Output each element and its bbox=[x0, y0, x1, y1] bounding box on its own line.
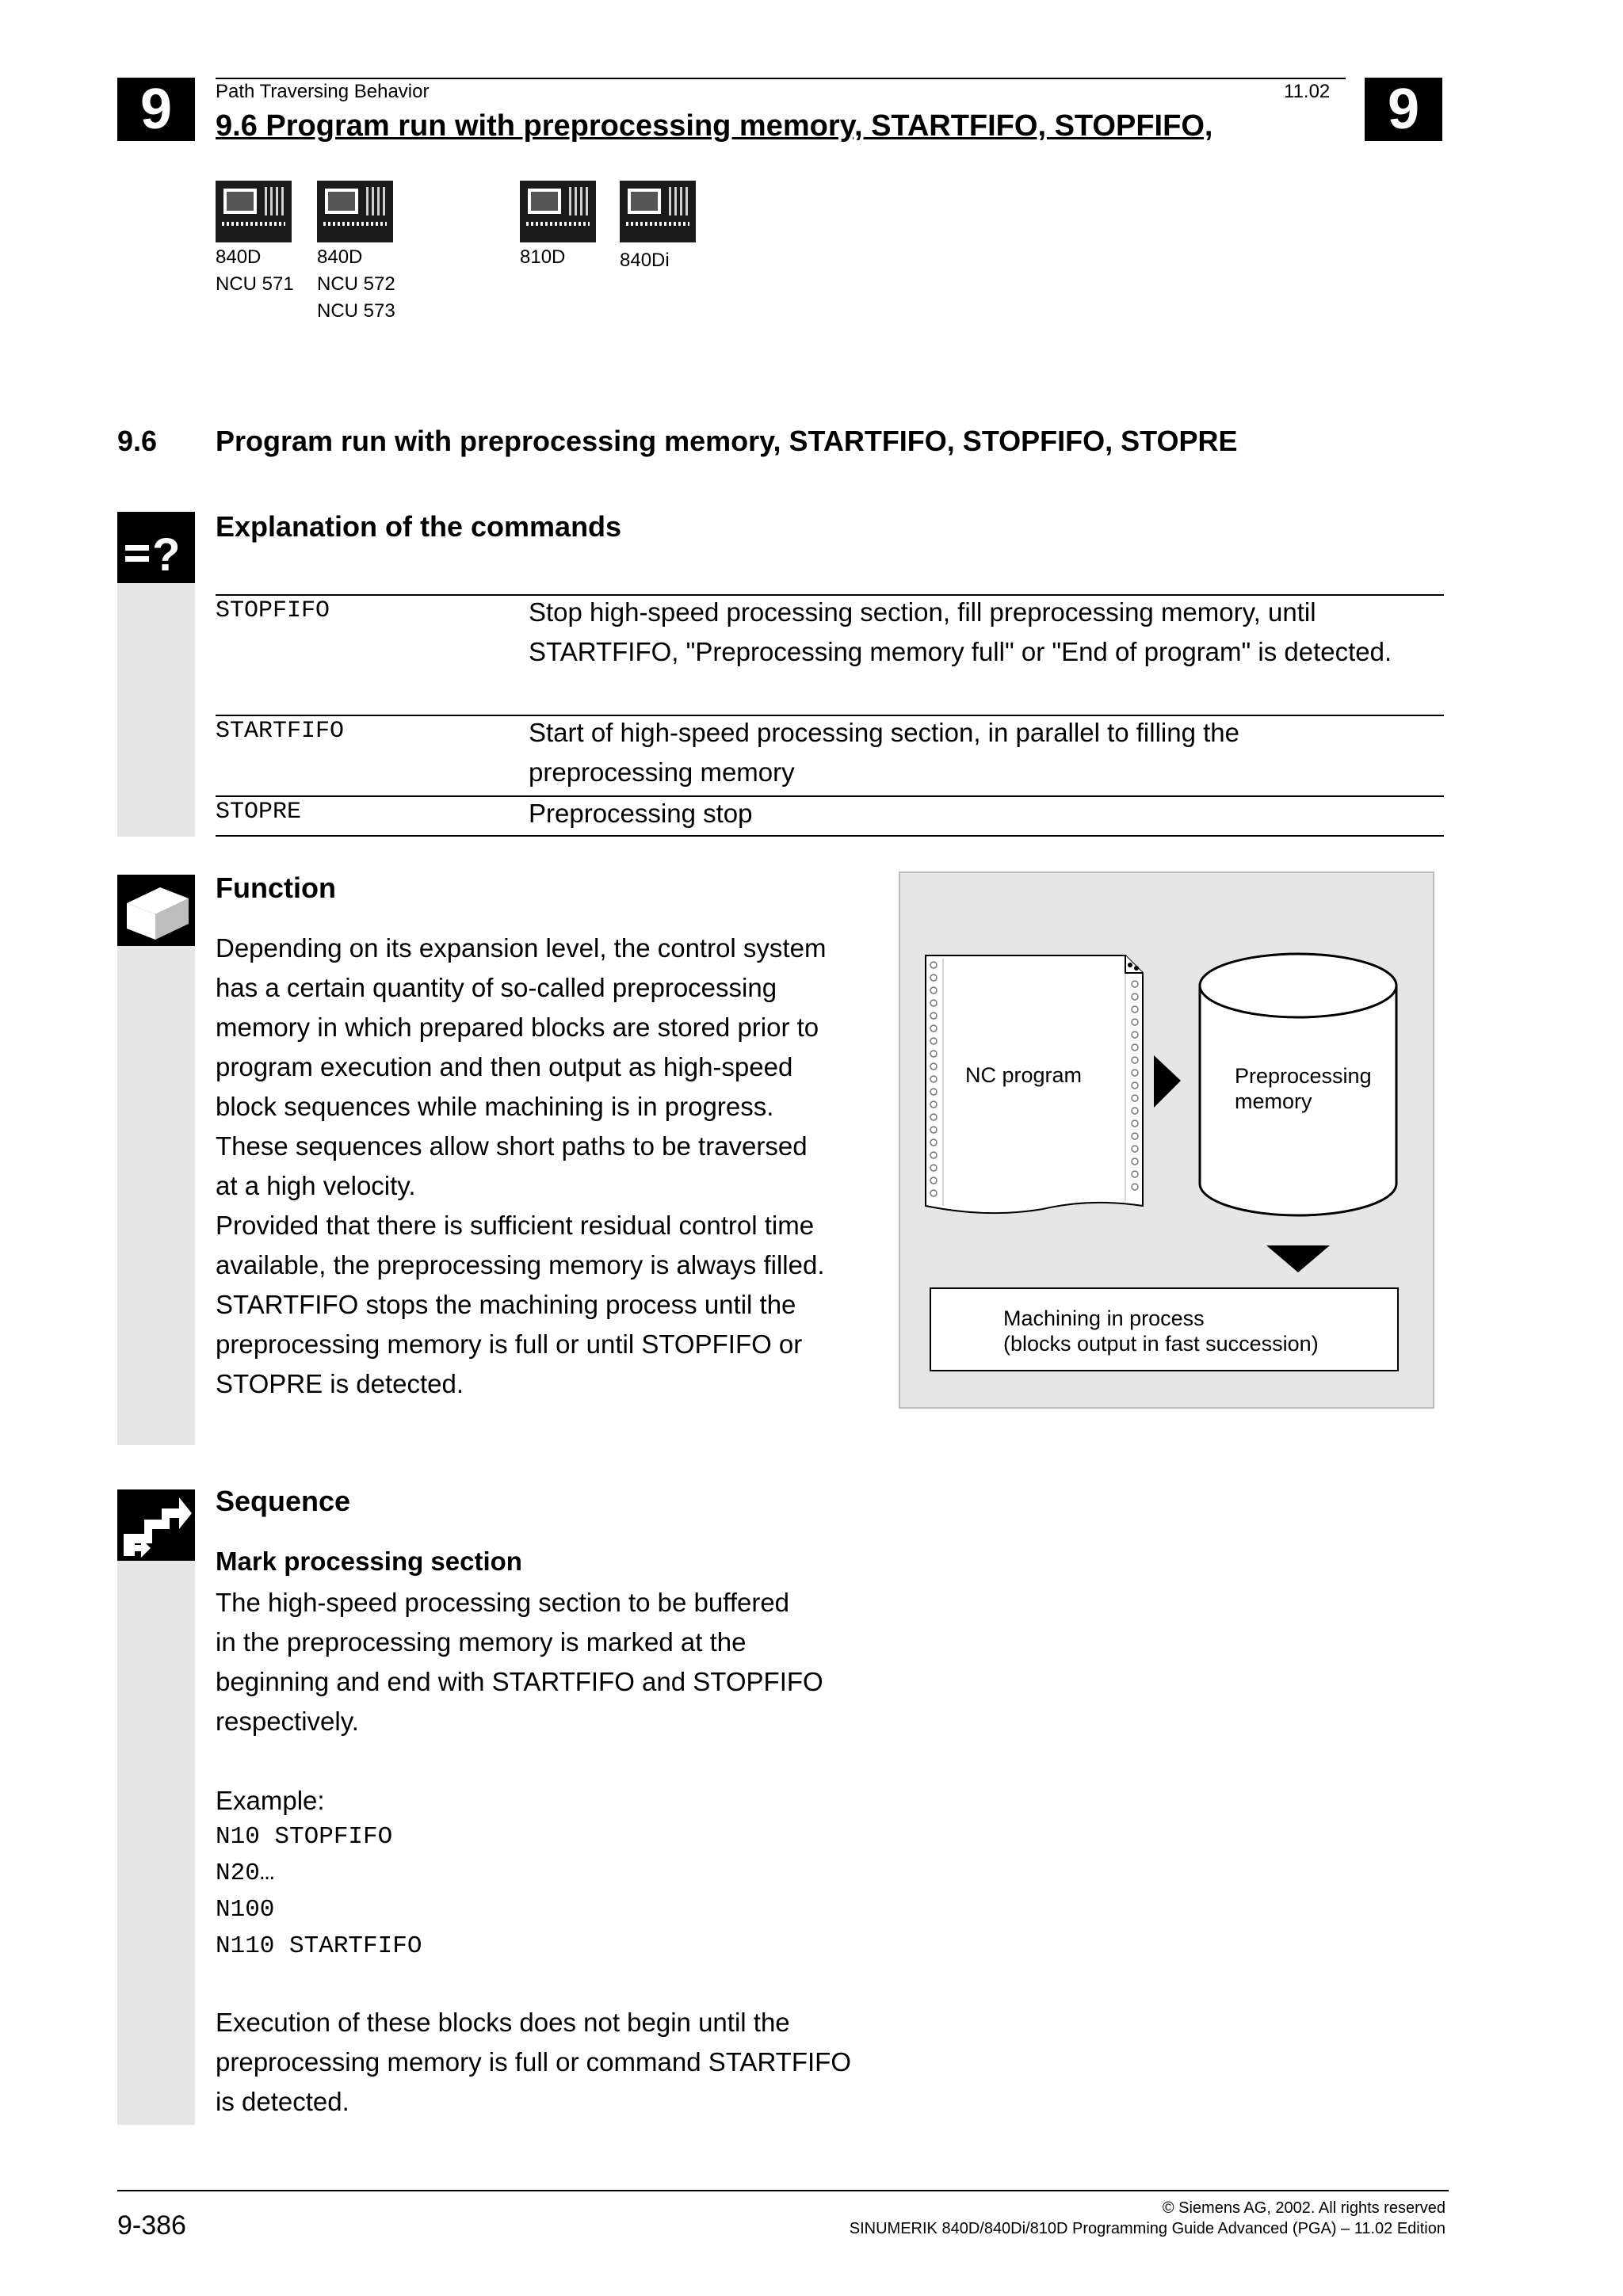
chapter-number-right: 9 bbox=[1365, 78, 1442, 141]
device-label-840d-ncu572: 840D NCU 572 NCU 573 bbox=[317, 246, 395, 322]
control-panel-icon bbox=[620, 181, 696, 242]
table-rule bbox=[216, 835, 1444, 837]
footer-edition: SINUMERIK 840D/840Di/810D Programming Guide Advanced (PGA) – 11.02 Edition bbox=[849, 2220, 1445, 2237]
section-title: Program run with preprocessing memory, STARTFIFO, STOPFIFO, STOPRE bbox=[216, 425, 1238, 457]
chapter-number-left: 9 bbox=[117, 78, 195, 141]
margin-bar-sequence bbox=[117, 1489, 195, 2125]
section-number: 9.6 bbox=[117, 425, 158, 457]
page-number: 9-386 bbox=[117, 2210, 186, 2241]
sequence-outro: Execution of these blocks does not begin until the preprocessing memory is full or command STARTFIFO is detected. bbox=[216, 2008, 851, 2116]
commands-heading: Explanation of the commands bbox=[216, 510, 622, 543]
preprocessing-memory-label: Preprocessing memory bbox=[1235, 1064, 1372, 1113]
sequence-subheading: Mark processing section bbox=[216, 1547, 522, 1576]
svg-text:?: ? bbox=[152, 529, 181, 581]
footer-rule bbox=[117, 2190, 1449, 2191]
device-label-840di: 840Di bbox=[620, 250, 670, 271]
control-panel-icon bbox=[216, 181, 292, 242]
device-label-840d-ncu571: 840D NCU 571 bbox=[216, 246, 294, 295]
command-stopre: STOPRE bbox=[216, 799, 302, 826]
example-label: Example: bbox=[216, 1786, 325, 1815]
command-stopfifo: STOPFIFO bbox=[216, 597, 330, 624]
explanation-icon bbox=[117, 512, 195, 583]
function-heading: Function bbox=[216, 871, 336, 904]
sequence-intro: The high-speed processing section to be buffered in the preprocessing memory is marked at the beginning and end with STARTFIFO and STOPFIFO respectively. bbox=[216, 1588, 823, 1736]
running-title: 9.6 Program run with preprocessing memory, STARTFIFO, STOPFIFO, bbox=[216, 109, 1213, 143]
sequence-stairs-icon bbox=[117, 1489, 195, 1561]
footer-copyright: © Siemens AG, 2002. All rights reserved bbox=[1162, 2199, 1445, 2217]
header-section-label: Path Traversing Behavior bbox=[216, 81, 430, 102]
code-example: N10 STOPFIFO N20… N100 N110 STARTFIFO bbox=[216, 1823, 422, 1960]
nc-program-label: NC program bbox=[965, 1063, 1083, 1087]
command-startfifo: STARTFIFO bbox=[216, 718, 345, 745]
control-panel-icon bbox=[317, 181, 393, 242]
function-cube-icon bbox=[117, 875, 195, 946]
command-desc-stopre: Preprocessing stop bbox=[529, 799, 753, 828]
command-desc-startfifo: Start of high-speed processing section, in parallel to filling the preprocessing memory bbox=[529, 718, 1240, 787]
margin-bar-function bbox=[117, 875, 195, 1445]
machining-label: Machining in process (blocks output in fast succession) bbox=[1003, 1306, 1319, 1356]
device-label-810d: 810D bbox=[520, 246, 566, 268]
command-desc-stopfifo: Stop high-speed processing section, fill preprocessing memory, until STARTFIFO, "Preprocessing memory full" or "End of program" is detected. bbox=[529, 597, 1392, 666]
control-panel-icon bbox=[520, 181, 596, 242]
header-rule-top bbox=[216, 78, 1346, 79]
header-version: 11.02 bbox=[1284, 81, 1331, 102]
sequence-heading: Sequence bbox=[216, 1485, 351, 1517]
function-text: Depending on its expansion level, the control system has a certain quantity of so-called preprocessing memory in which prepared blocks are stored prior to program execution and then output as high-speed block sequences while machining is in progress. These sequences allow short paths to be traversed at a high velocity. Provided that there is sufficient residual control time available, the preprocessing memory is always filled. STARTFIFO stops the machining process until the preprocessing memory is full or until STOPFIFO or STOPRE is detected. bbox=[216, 933, 827, 1398]
preprocessing-diagram bbox=[899, 871, 1434, 1409]
